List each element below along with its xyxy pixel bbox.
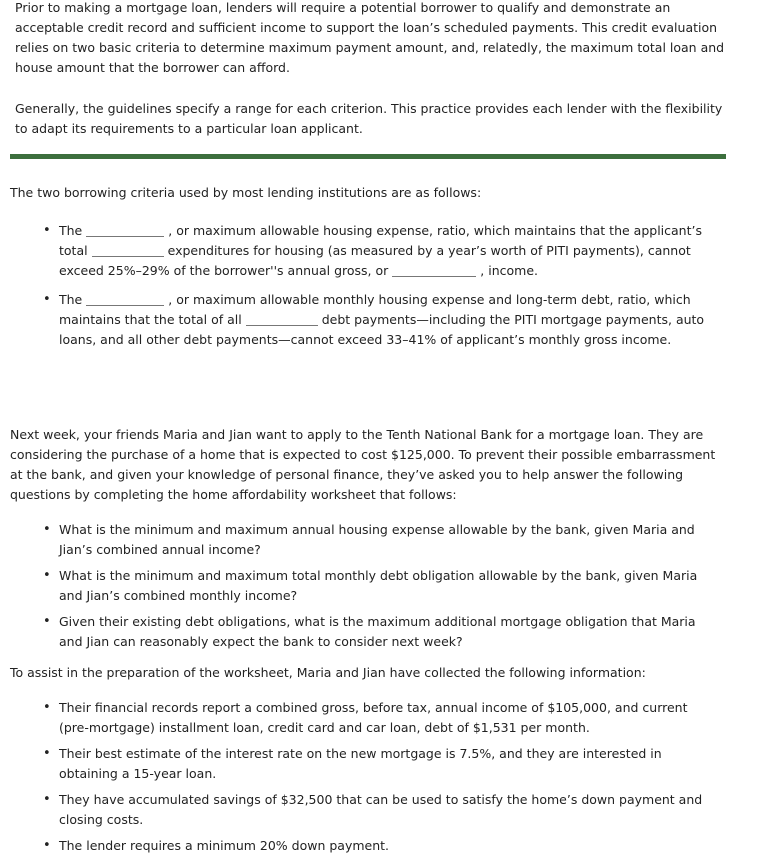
fact-item: • Their best estimate of the interest rate on the new mortgage is 7.5%, and they are interested in obtaining a 15-year loan.	[43, 744, 708, 784]
question-item: • What is the minimum and maximum annual housing expense allowable by the bank, given Maria and Jian’s combined annual income?	[43, 520, 708, 560]
scenario-intro: Next week, your friends Maria and Jian want to apply to the Tenth National Bank for a mortgage loan. They are considering the purchase of a home that is expected to cost $125,000. To prevent their possible embarrassment at the bank, and given your knowledge of personal finance, they’ve asked you to help answer the following questions by completing the home affordability worksheet that follows:	[10, 427, 716, 502]
housing-expenditure-type-blank[interactable]	[92, 242, 164, 257]
c2-text-a: The	[59, 292, 83, 307]
c1-text-b: , or maximum allowable housing expense, ratio, which maintains that the applicant’s total	[59, 223, 702, 258]
front-end-ratio-blank[interactable]	[86, 222, 164, 237]
intro-paragraph-2: Generally, the guidelines specify a range for each criterion. This practice provides each lender with the flexibility to adapt its requirements to a particular loan applicant.	[15, 101, 723, 136]
question-item: • What is the minimum and maximum total monthly debt obligation allowable by the bank, given Maria and Jian’s combined monthly income?	[43, 566, 708, 606]
fact-item: • The lender requires a minimum 20% down payment.	[43, 836, 708, 856]
c2-text-c: debt payments—including the PITI mortgage payments, auto loans, and all other debt payments—cannot exceed 33–41% of applicant’s monthly gross income.	[59, 312, 705, 347]
intro-paragraph-1: Prior to making a mortgage loan, lenders will require a potential borrower to qualify and demonstrate an acceptable credit record and sufficient income to support the loan’s scheduled payments. This credit evaluation relies on two basic criteria to determine maximum payment amount, and, relatedly, the maximum total loan and house amount that the borrower can afford.	[15, 0, 725, 75]
c1-text-d: ,	[480, 263, 485, 278]
criteria-list	[43, 221, 708, 356]
c1-text-e: income.	[488, 263, 539, 278]
income-type-blank[interactable]	[392, 262, 476, 277]
section-divider	[10, 154, 726, 159]
info-intro: To assist in the preparation of the worksheet, Maria and Jian have collected the following information:	[10, 665, 646, 680]
criterion-back-end	[43, 290, 708, 350]
back-end-ratio-blank[interactable]	[86, 291, 164, 306]
c1-text-c: expenditures for housing (as measured by a year’s worth of PITI payments), cannot exceed 25%–29% of the borrower''s annual gross, or	[59, 243, 691, 278]
c2-text-b: , or maximum allowable monthly housing expense and long-term debt, ratio, which maintains that the total of all	[59, 292, 691, 327]
criterion-front-end	[43, 221, 708, 281]
facts-list	[43, 698, 708, 862]
fact-item: • They have accumulated savings of $32,500 that can be used to satisfy the home’s down payment and closing costs.	[43, 790, 708, 830]
debt-type-blank[interactable]	[246, 311, 318, 326]
questions-list	[43, 520, 708, 658]
question-item: • Given their existing debt obligations, what is the maximum additional mortgage obligation that Maria and Jian can reasonably expect the bank to consider next week?	[43, 612, 708, 652]
criteria-heading: The two borrowing criteria used by most lending institutions are as follows:	[10, 185, 482, 200]
fact-item: • Their financial records report a combined gross, before tax, annual income of $105,000, and current (pre-mortgage) installment loan, credit card and car loan, debt of $1,531 per month.	[43, 698, 708, 738]
c1-text-a: The	[59, 223, 83, 238]
